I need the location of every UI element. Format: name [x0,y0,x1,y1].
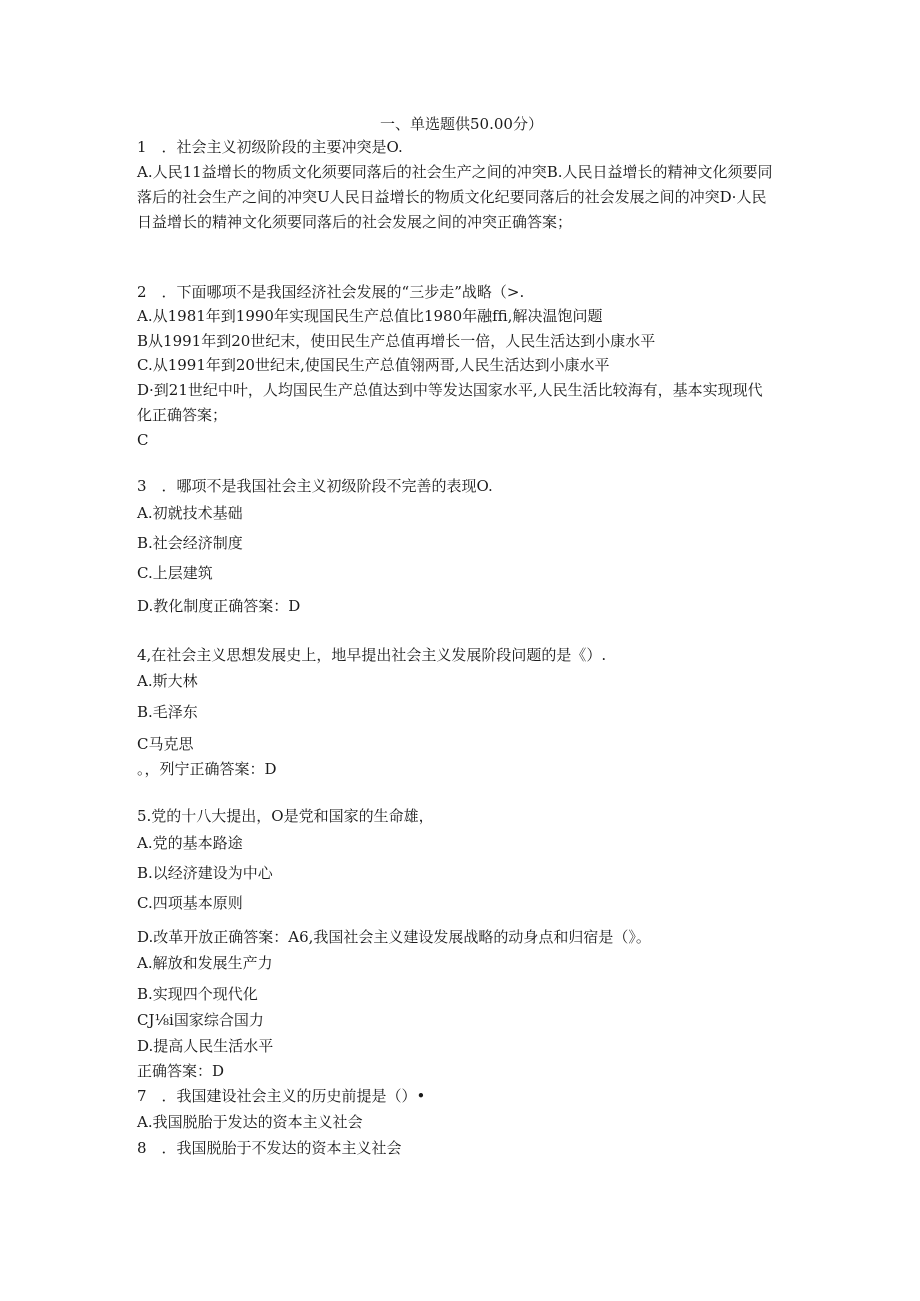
question-4-option-b: B.毛泽东 [137,703,198,721]
question-3-option-a: A.初就技术基础 [137,504,243,522]
question-1-options-line-1: A.人民11益增长的物质文化须要同落后的社会生产之间的冲突B.人民日益增长的精神文化须要同 [137,163,773,181]
question-7-stem: 7 ．我国建设社会主义的历史前提是（）• [137,1087,426,1105]
question-7-option-a: A.我国脱胎于发达的资本主义社会 [137,1113,363,1131]
question-5-option-d-question-6-stem: D.改革开放正确答案：A6,我国社会主义建设发展战略的动身点和归宿是（》。 [137,928,651,946]
question-3-option-d-answer: D.教化制度正确答案：D [137,597,301,615]
question-5-option-a: A.党的基本路途 [137,834,243,852]
question-3-stem: 3 ．哪项不是我国社会主义初级阶段不完善的表现O. [137,477,493,495]
question-2-option-b: B从1991年到20世纪末，使田民生产总值再增长一倍，人民生活达到小康水平 [137,332,656,350]
question-1-stem: 1 ．社会主义初级阶段的主要冲突是O. [137,138,403,156]
question-3-option-b: B.社会经济制度 [137,534,243,552]
question-3-option-c: C.上层建筑 [137,564,213,582]
question-4-option-a: A.斯大林 [137,672,198,690]
question-2-option-c: C.从1991年到20世纪末,使国民生产总值翎两哥,人民生活达到小康水平 [137,356,610,374]
question-2-answer: C [137,431,149,449]
question-6-option-c: CJ⅛i国家综合国力 [137,1011,264,1029]
question-2-stem: 2 ．下面哪项不是我国经济社会发展的“三步走”战略（>. [137,283,525,301]
question-4-stem: 4,在社会主义思想发展史上，地早提出社会主义发展阶段问题的是《）. [137,646,607,664]
question-7-option-b: 8 ．我国脱胎于不发达的资本主义社会 [137,1139,402,1157]
question-6-option-d: D.提高人民生活水平 [137,1037,274,1055]
section-title: 一、单选题供50.00分） [380,115,543,133]
question-1-options-line-2: 落后的社会生产之间的冲突U人民日益增长的物质文化纪要同落后的社会发展之间的冲突D·人民 [137,188,767,206]
question-2-option-a: A.从1981年到1990年实现国民生产总值比1980年融fﬁ,解决温饱问题 [137,307,603,325]
question-6-option-a: A.解放和发展生产力 [137,954,273,972]
question-4-option-d-answer: 。，列宁正确答案：D [137,760,277,778]
question-2-option-d: D·到21世纪中叶，人均国民生产总值达到中等发达国家水平,人民生活比较海有，基本实现现代 [137,381,763,399]
question-4-option-c: C马克思 [137,735,194,753]
question-6-option-b: B.实现四个现代化 [137,985,258,1003]
question-1-options-line-3: 日益增长的精神文化须要同落后的社会发展之间的冲突正确答案； [137,213,573,231]
question-6-answer: 正确答案：D [137,1062,225,1080]
question-5-stem: 5.党的十八大提出，O是党和国家的生命雄， [137,807,434,825]
question-2-answer-label: 化正确答案； [137,406,228,424]
question-5-option-c: C.四项基本原则 [137,894,243,912]
question-5-option-b: B.以经济建设为中心 [137,864,273,882]
